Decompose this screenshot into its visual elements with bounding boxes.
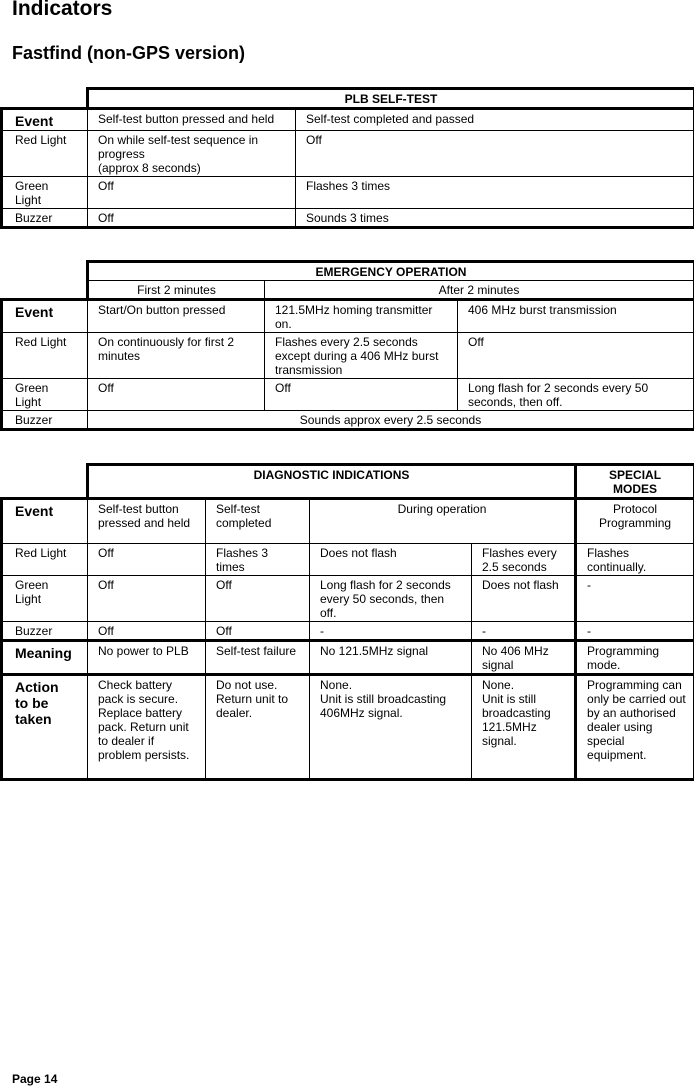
emergency-sub-first: First 2 minutes (88, 281, 265, 300)
special-modes-header: SPECIAL MODES (576, 465, 694, 499)
diagnostic-cell: Flashes continually. (576, 544, 694, 576)
diagnostic-cell: No power to PLB (88, 641, 206, 675)
diagnostic-row-label: Red Light (2, 544, 88, 576)
diagnostic-header: DIAGNOSTIC INDICATIONS (88, 465, 576, 499)
diagnostic-cell: Off (88, 576, 206, 622)
page-subtitle: Fastfind (non-GPS version) (12, 43, 246, 63)
diagnostic-cell: Off (88, 544, 206, 576)
plb-row-label: Buzzer (2, 209, 88, 228)
emergency-row-label: Green Light (2, 379, 88, 411)
diagnostic-cell: Programming can only be carried out by an authorised dealer using special equipment. (576, 675, 694, 780)
diagnostic-cell: Long flash for 2 seconds every 50 seconds, then off. (310, 576, 472, 622)
diagnostic-row-label: Meaning (2, 641, 88, 675)
diagnostic-cell: Self-test completed (206, 499, 310, 544)
plb-cell: Sounds 3 times (296, 209, 694, 228)
diagnostic-cell: No 406 MHz signal (472, 641, 576, 675)
plb-row-label: Green Light (2, 177, 88, 209)
diagnostic-cell: - (472, 622, 576, 641)
diagnostic-cell: No 121.5MHz signal (310, 641, 472, 675)
plb-cell: Off (88, 177, 296, 209)
diagnostic-cell: - (576, 576, 694, 622)
emergency-row-label: Red Light (2, 333, 88, 379)
emergency-cell: Off (458, 333, 694, 379)
diagnostic-indications-table (0, 463, 694, 781)
diagnostic-cell: Off (88, 622, 206, 641)
emergency-cell: Off (265, 379, 458, 411)
page-title: Indicators (12, 0, 113, 20)
diagnostic-row-label: Action to be taken (2, 675, 88, 780)
page-number: Page 14 (12, 1072, 58, 1086)
emergency-cell: Off (88, 379, 265, 411)
diagnostic-cell: Do not use. Return unit to dealer. (206, 675, 310, 780)
emergency-row-label: Event (2, 300, 88, 333)
plb-cell: Off (88, 209, 296, 228)
emergency-cell: Flashes every 2.5 seconds except during a 406 MHz burst transmission (265, 333, 458, 379)
emergency-cell: 406 MHz burst transmission (458, 300, 694, 333)
plb-cell: Flashes 3 times (296, 177, 694, 209)
emergency-row-label: Buzzer (2, 411, 88, 430)
diagnostic-cell: Self-test failure (206, 641, 310, 675)
diagnostic-cell: Does not flash (310, 544, 472, 576)
diagnostic-cell: None. Unit is still broadcasting 406MHz signal. (310, 675, 472, 780)
emergency-buzzer-value: Sounds approx every 2.5 seconds (88, 411, 694, 430)
diagnostic-cell: Off (206, 576, 310, 622)
plb-row-label: Event (2, 109, 88, 131)
diagnostic-cell: Does not flash (472, 576, 576, 622)
diagnostic-row-label: Green Light (2, 576, 88, 622)
plb-cell: Self-test button pressed and held (88, 109, 296, 131)
emergency-cell: On continuously for first 2 minutes (88, 333, 265, 379)
diagnostic-row-label: Event (2, 499, 88, 544)
emergency-cell: Start/On button pressed (88, 300, 265, 333)
diagnostic-row-label: Buzzer (2, 622, 88, 641)
emergency-header: EMERGENCY OPERATION (88, 262, 694, 281)
emergency-cell: Long flash for 2 seconds every 50 seconds, then off. (458, 379, 694, 411)
plb-cell: Off (296, 131, 694, 177)
diagnostic-cell: During operation (310, 499, 576, 544)
diagnostic-cell: Programming mode. (576, 641, 694, 675)
diagnostic-cell: Check battery pack is secure. Replace battery pack. Return unit to dealer if problem persists. (88, 675, 206, 780)
plb-cell: On while self-test sequence in progress (approx 8 seconds) (88, 131, 296, 177)
diagnostic-cell: Off (206, 622, 310, 641)
diagnostic-cell: Flashes 3 times (206, 544, 310, 576)
emergency-operation-table (0, 260, 694, 431)
diagnostic-cell: Flashes every 2.5 seconds (472, 544, 576, 576)
diagnostic-cell: None. Unit is still broadcasting 121.5MHz signal. (472, 675, 576, 780)
plb-self-test-table (0, 87, 694, 229)
diagnostic-cell: - (576, 622, 694, 641)
diagnostic-cell: Self-test button pressed and held (88, 499, 206, 544)
emergency-cell: 121.5MHz homing transmitter on. (265, 300, 458, 333)
emergency-sub-after: After 2 minutes (265, 281, 694, 300)
diagnostic-cell: - (310, 622, 472, 641)
plb-header: PLB SELF-TEST (88, 89, 694, 109)
plb-row-label: Red Light (2, 131, 88, 177)
plb-cell: Self-test completed and passed (296, 109, 694, 131)
diagnostic-cell: Protocol Programming (576, 499, 694, 544)
